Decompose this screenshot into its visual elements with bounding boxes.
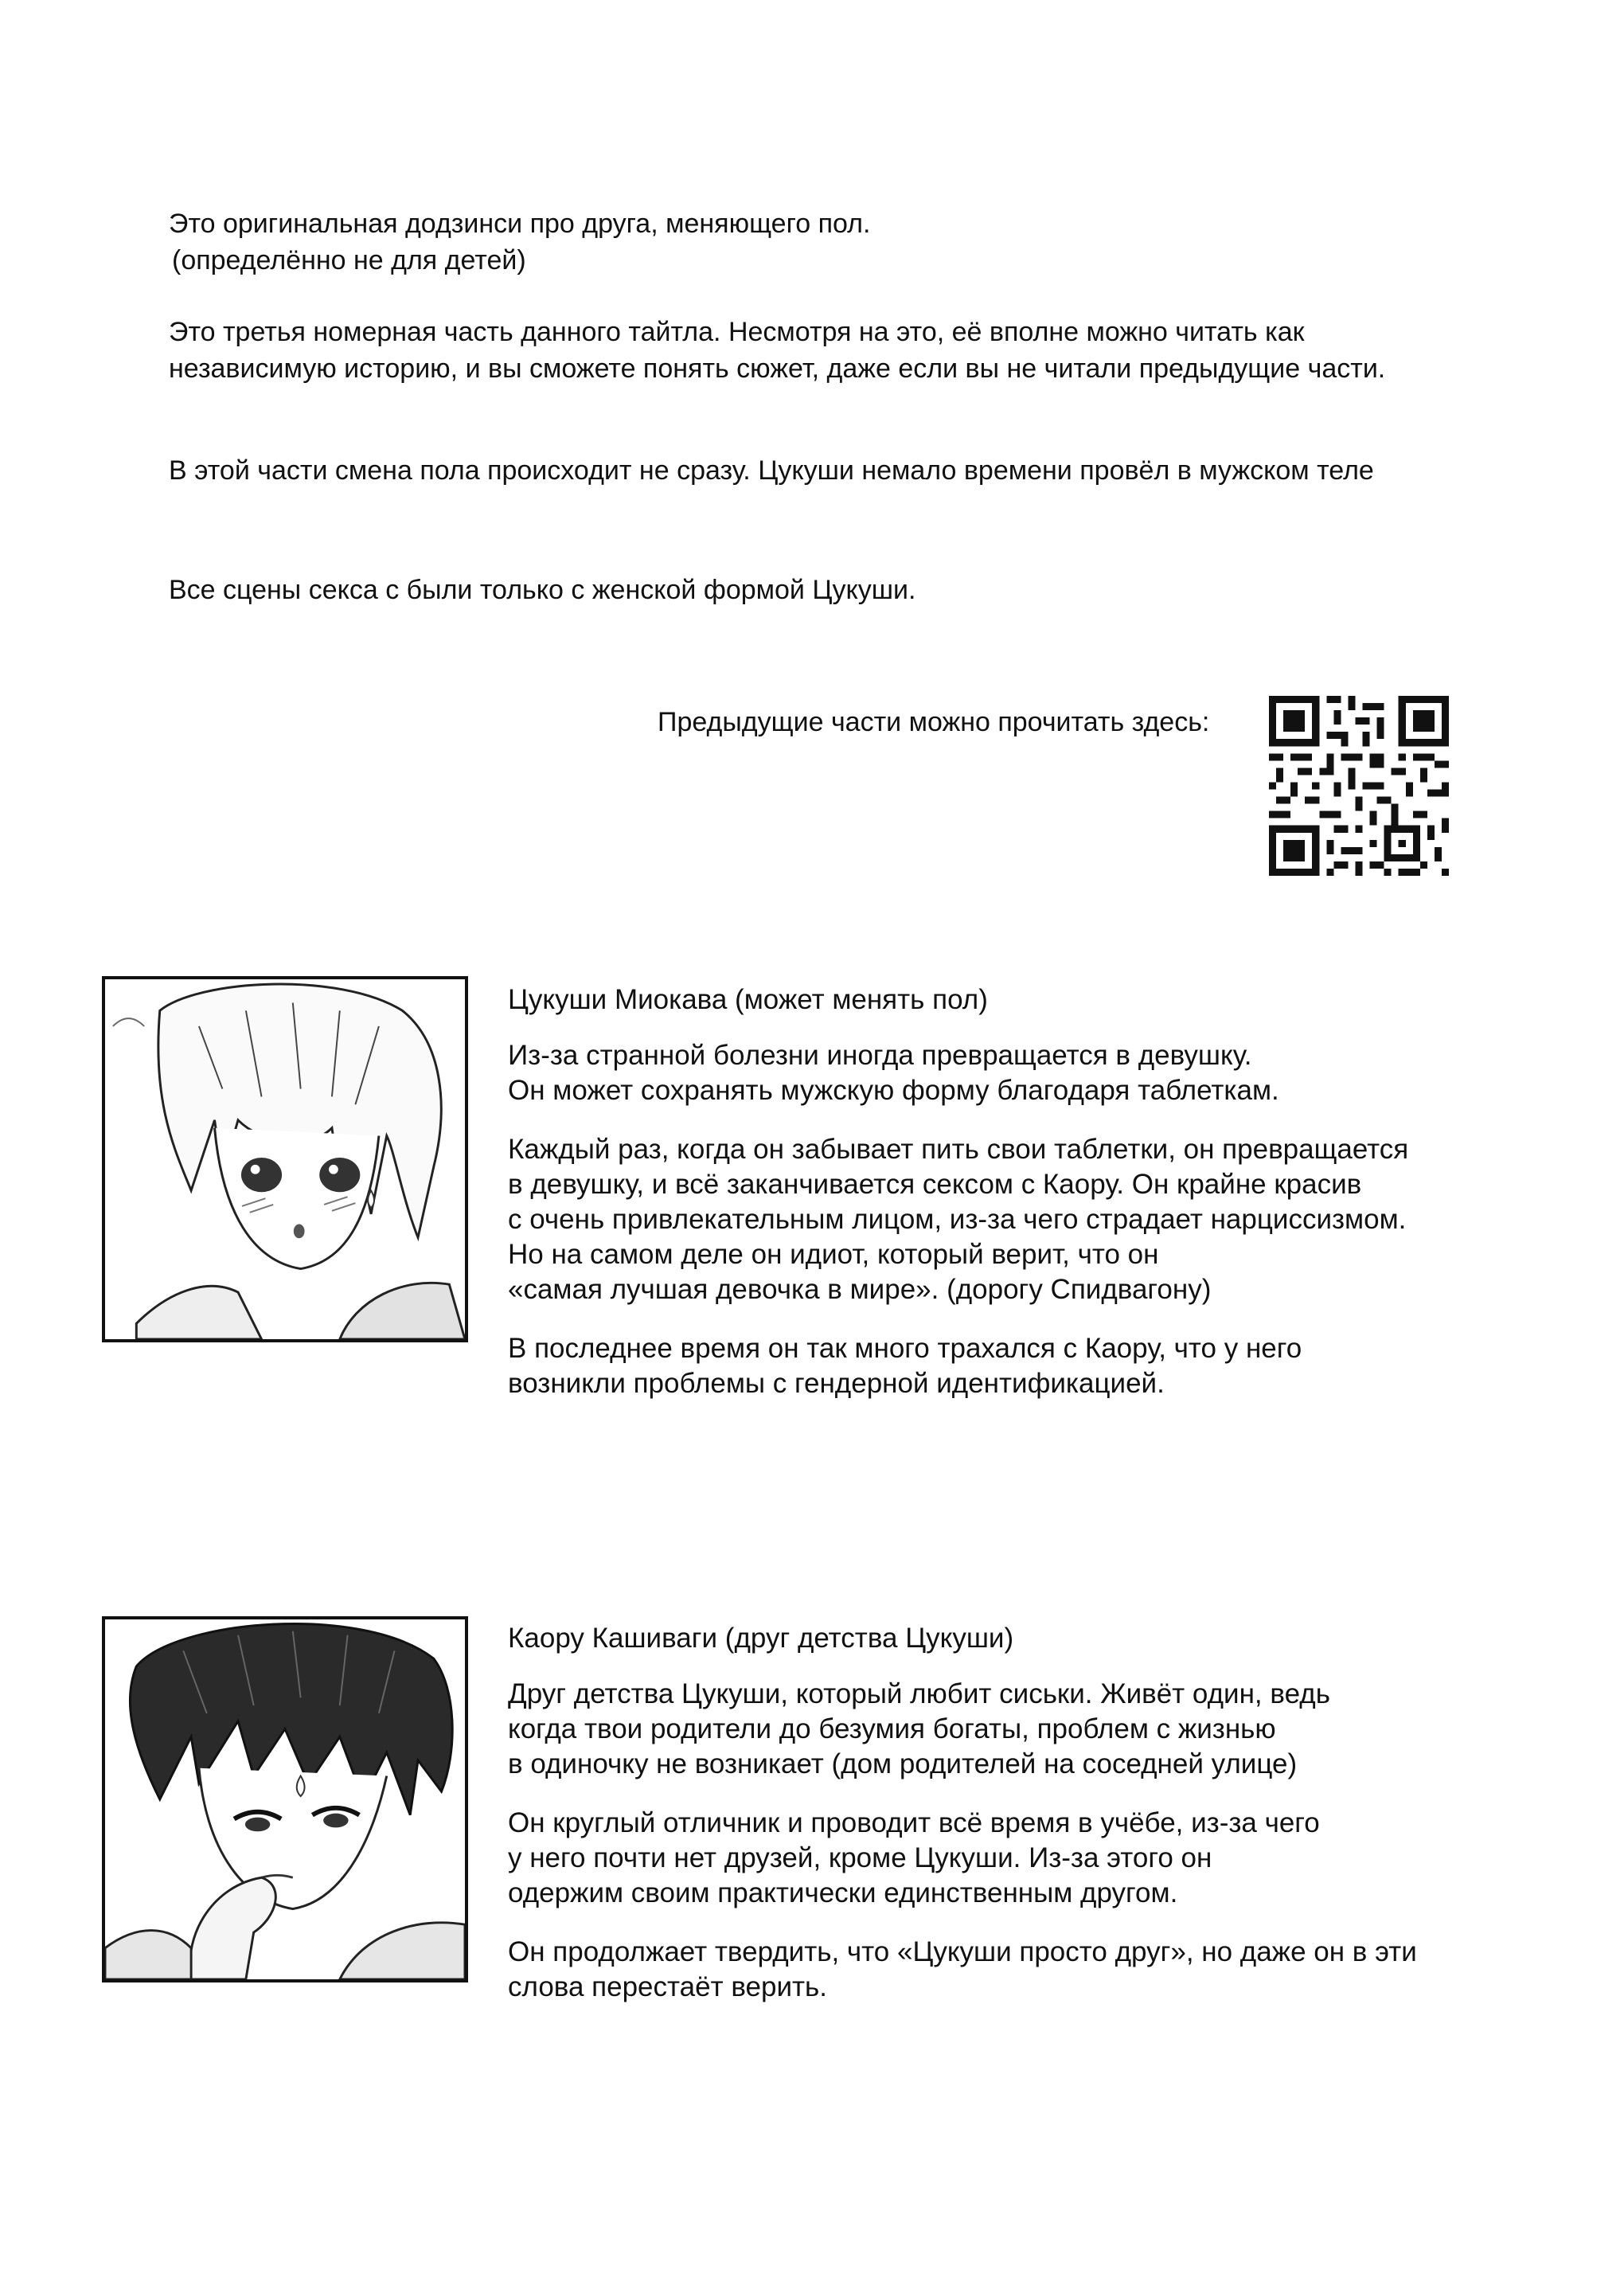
text-line: в одиночку не возникает (дом родителей на соседней улице): [508, 1748, 1298, 1779]
intro-text: [169, 205, 1522, 608]
intro-line: независимую историю, и вы сможете понять сюжет, даже если вы не читали предыдущие части.: [169, 354, 1386, 384]
character-paragraph: [508, 1132, 1543, 1307]
text-line: когда твои родители до безумия богаты, проблем с жизнью: [508, 1713, 1276, 1744]
dark-haired-character-portrait: [102, 1616, 468, 1982]
text-line: «самая лучшая девочка в мире». (дорогу Спидвагону): [508, 1274, 1212, 1305]
character-name: Каору Кашиваги (друг детства Цукуши): [508, 1623, 1014, 1654]
intro-line: В этой части смена пола происходит не сразу. Цукуши немало времени провёл в мужском теле: [169, 455, 1374, 486]
previous-parts-label: Предыдущие части можно прочитать здесь:: [658, 707, 1210, 737]
blonde-character-portrait: [102, 976, 468, 1342]
character-paragraph: [508, 1806, 1543, 1911]
text-line: Он круглый отличник и проводит всё время в учёбе, из-за чего: [508, 1807, 1320, 1838]
text-line: в девушку, и всё заканчивается сексом с Каору. Он крайне красив: [508, 1169, 1362, 1200]
text-line: В последнее время он так много трахался с Каору, что у него: [508, 1333, 1302, 1364]
character-paragraph: [508, 1038, 1543, 1108]
text-line: Каждый раз, когда он забывает пить свои таблетки, он превращается: [508, 1134, 1409, 1165]
text-line: одержим своим практически единственным другом.: [508, 1877, 1178, 1908]
intro-line: (определённо не для детей): [172, 245, 526, 275]
text-line: возникли проблемы с гендерной идентификацией.: [508, 1368, 1165, 1399]
text-line: у него почти нет друзей, кроме Цукуши. Из-за этого он: [508, 1842, 1212, 1873]
character-description: [508, 982, 1543, 1401]
intro-line: Это третья номерная часть данного тайтла. Несмотря на это, её вполне можно читать как: [169, 317, 1305, 347]
character-description: [508, 1621, 1543, 2005]
intro-line: Это оригинальная додзинси про друга, меняющего пол.: [169, 209, 871, 239]
text-line: Из-за странной болезни иногда превращается в девушку.: [508, 1040, 1252, 1071]
text-line: с очень привлекательным лицом, из-за чего страдает нарциссизмом.: [508, 1204, 1407, 1235]
character-paragraph: [508, 1935, 1543, 2005]
text-line: Он продолжает твердить, что «Цукуши просто друг», но даже он в эти: [508, 1936, 1417, 1967]
character-paragraph: [508, 1677, 1543, 1782]
qr-code-icon[interactable]: [1269, 696, 1449, 876]
text-line: Но на самом деле он идиот, который верит, что он: [508, 1239, 1159, 1270]
text-line: слова перестаёт верить.: [508, 1971, 828, 2002]
text-line: Друг детства Цукуши, который любит сиськи. Живёт один, ведь: [508, 1678, 1330, 1709]
character-paragraph: [508, 1331, 1543, 1401]
intro-line: Все сцены секса с были только с женской формой Цукуши.: [169, 575, 916, 605]
text-line: Он может сохранять мужскую форму благодаря таблеткам.: [508, 1075, 1279, 1106]
character-name: Цукуши Миокава (может менять пол): [508, 984, 988, 1015]
